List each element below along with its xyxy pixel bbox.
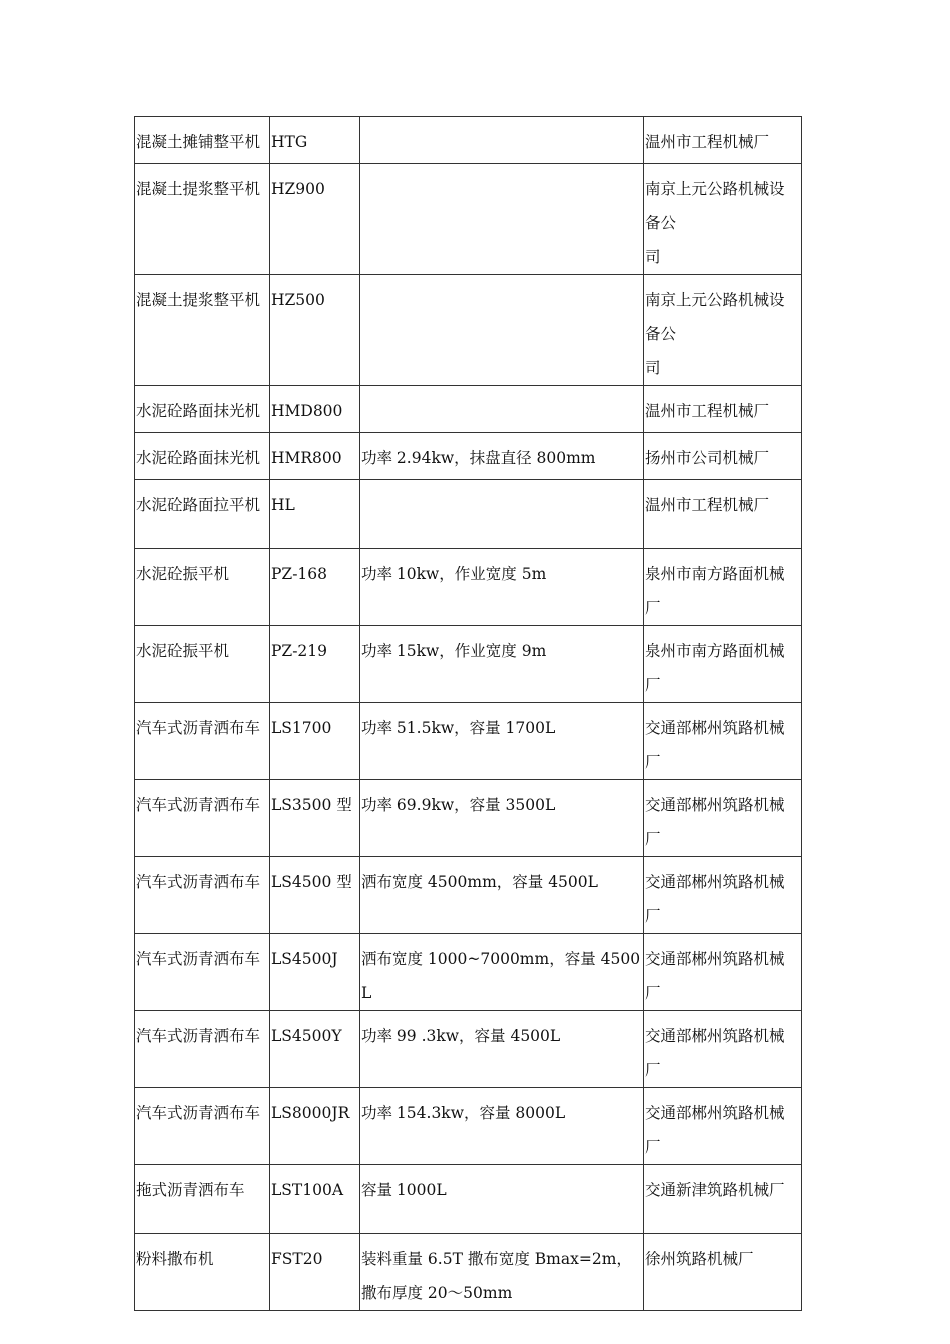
equipment-spec: [360, 164, 644, 275]
maker-line: 交通部郴州筑路机械: [645, 719, 785, 737]
equipment-model: PZ-168: [270, 549, 360, 626]
equipment-spec: 装料重量 6.5T 撒布宽度 Bmax=2m，撒布厚度 20～50mm: [360, 1234, 644, 1311]
maker-line: 泉州市南方路面机械: [645, 565, 785, 583]
maker-line: 备公: [645, 214, 677, 232]
equipment-maker: [644, 386, 802, 433]
maker-line: 交通新津筑路机械厂: [645, 1181, 785, 1199]
equipment-maker: [644, 1011, 802, 1088]
equipment-spec: [360, 117, 644, 164]
equipment-spec: 功率 51.5kw，容量 1700L: [360, 703, 644, 780]
equipment-name: 水泥砼振平机: [135, 549, 270, 626]
equipment-name: 水泥砼振平机: [135, 626, 270, 703]
maker-line: 泉州市南方路面机械: [645, 642, 785, 660]
equipment-name: 汽车式沥青洒布车: [135, 857, 270, 934]
equipment-spec: [360, 480, 644, 549]
equipment-name: 混凝土提浆整平机: [135, 275, 270, 386]
equipment-maker: [644, 857, 802, 934]
equipment-spec: 功率 10kw，作业宽度 5m: [360, 549, 644, 626]
equipment-model: LS8000JR: [270, 1088, 360, 1165]
maker-line: 厂: [645, 1061, 661, 1079]
equipment-name: 混凝土提浆整平机: [135, 164, 270, 275]
equipment-spec: 功率 69.9kw，容量 3500L: [360, 780, 644, 857]
equipment-spec: 功率 15kw，作业宽度 9m: [360, 626, 644, 703]
maker-line: 温州市工程机械厂: [645, 402, 770, 420]
equipment-name: 粉料撒布机: [135, 1234, 270, 1311]
equipment-maker: [644, 1234, 802, 1311]
equipment-model: HTG: [270, 117, 360, 164]
maker-line: 厂: [645, 1138, 661, 1156]
maker-line: 厂: [645, 676, 661, 694]
maker-line: 厂: [645, 984, 661, 1002]
table-row: [135, 433, 802, 480]
equipment-model: LS1700: [270, 703, 360, 780]
equipment-spec: [360, 275, 644, 386]
equipment-maker: [644, 275, 802, 386]
maker-line: 扬州市公司机械厂: [645, 449, 770, 467]
table-row: [135, 934, 802, 1011]
maker-line: 厂: [645, 753, 661, 771]
maker-line: 南京上元公路机械设: [645, 180, 785, 198]
table-row: [135, 1011, 802, 1088]
maker-line: 交通部郴州筑路机械: [645, 950, 785, 968]
maker-line: 厂: [645, 599, 661, 617]
equipment-model: HL: [270, 480, 360, 549]
equipment-maker: [644, 703, 802, 780]
table-row: [135, 386, 802, 433]
equipment-model: HMR800: [270, 433, 360, 480]
equipment-maker: [644, 1165, 802, 1234]
equipment-maker: [644, 549, 802, 626]
maker-line: 交通部郴州筑路机械: [645, 873, 785, 891]
table-row: [135, 626, 802, 703]
table-row: [135, 1088, 802, 1165]
equipment-maker: [644, 1088, 802, 1165]
equipment-model: PZ-219: [270, 626, 360, 703]
equipment-model: HMD800: [270, 386, 360, 433]
equipment-spec: 洒布宽度 1000~7000mm，容量 4500L: [360, 934, 644, 1011]
maker-line: 温州市工程机械厂: [645, 133, 770, 151]
equipment-model: HZ900: [270, 164, 360, 275]
maker-line: 厂: [645, 907, 661, 925]
table-row: [135, 549, 802, 626]
equipment-maker: [644, 117, 802, 164]
equipment-name: 汽车式沥青洒布车: [135, 1088, 270, 1165]
equipment-maker: [644, 780, 802, 857]
equipment-spec: 功率 154.3kw，容量 8000L: [360, 1088, 644, 1165]
equipment-maker: [644, 164, 802, 275]
equipment-name: 汽车式沥青洒布车: [135, 1011, 270, 1088]
equipment-model: LS4500Y: [270, 1011, 360, 1088]
table-row: [135, 1165, 802, 1234]
maker-line: 南京上元公路机械设: [645, 291, 785, 309]
table-row: [135, 480, 802, 549]
equipment-spec: 功率 99 .3kw，容量 4500L: [360, 1011, 644, 1088]
table-row: [135, 857, 802, 934]
maker-line: 徐州筑路机械厂: [645, 1250, 754, 1268]
equipment-model: LST100A: [270, 1165, 360, 1234]
equipment-model: LS3500 型: [270, 780, 360, 857]
equipment-name: 汽车式沥青洒布车: [135, 703, 270, 780]
maker-line: 交通部郴州筑路机械: [645, 1027, 785, 1045]
equipment-table-body: [135, 117, 802, 1311]
equipment-name: 水泥砼路面抹光机: [135, 386, 270, 433]
maker-line: 交通部郴州筑路机械: [645, 1104, 785, 1122]
equipment-name: 水泥砼路面抹光机: [135, 433, 270, 480]
table-row: [135, 780, 802, 857]
equipment-maker: [644, 433, 802, 480]
equipment-name: 汽车式沥青洒布车: [135, 934, 270, 1011]
table-row: [135, 164, 802, 275]
table-row: [135, 275, 802, 386]
table-row: [135, 117, 802, 164]
equipment-maker: [644, 480, 802, 549]
equipment-model: LS4500 型: [270, 857, 360, 934]
equipment-spec: [360, 386, 644, 433]
table-row: [135, 1234, 802, 1311]
equipment-maker: [644, 934, 802, 1011]
maker-line: 司: [645, 359, 661, 377]
equipment-spec: 容量 1000L: [360, 1165, 644, 1234]
equipment-name: 汽车式沥青洒布车: [135, 780, 270, 857]
maker-line: 交通部郴州筑路机械: [645, 796, 785, 814]
equipment-spec: 功率 2.94kw，抹盘直径 800mm: [360, 433, 644, 480]
table-row: [135, 703, 802, 780]
equipment-model: LS4500J: [270, 934, 360, 1011]
equipment-name: 拖式沥青洒布车: [135, 1165, 270, 1234]
equipment-table: [134, 116, 802, 1311]
equipment-name: 混凝土摊铺整平机: [135, 117, 270, 164]
equipment-model: FST20: [270, 1234, 360, 1311]
maker-line: 备公: [645, 325, 677, 343]
equipment-spec: 洒布宽度 4500mm，容量 4500L: [360, 857, 644, 934]
maker-line: 司: [645, 248, 661, 266]
maker-line: 温州市工程机械厂: [645, 496, 770, 514]
maker-line: 厂: [645, 830, 661, 848]
equipment-maker: [644, 626, 802, 703]
equipment-name: 水泥砼路面拉平机: [135, 480, 270, 549]
equipment-model: HZ500: [270, 275, 360, 386]
